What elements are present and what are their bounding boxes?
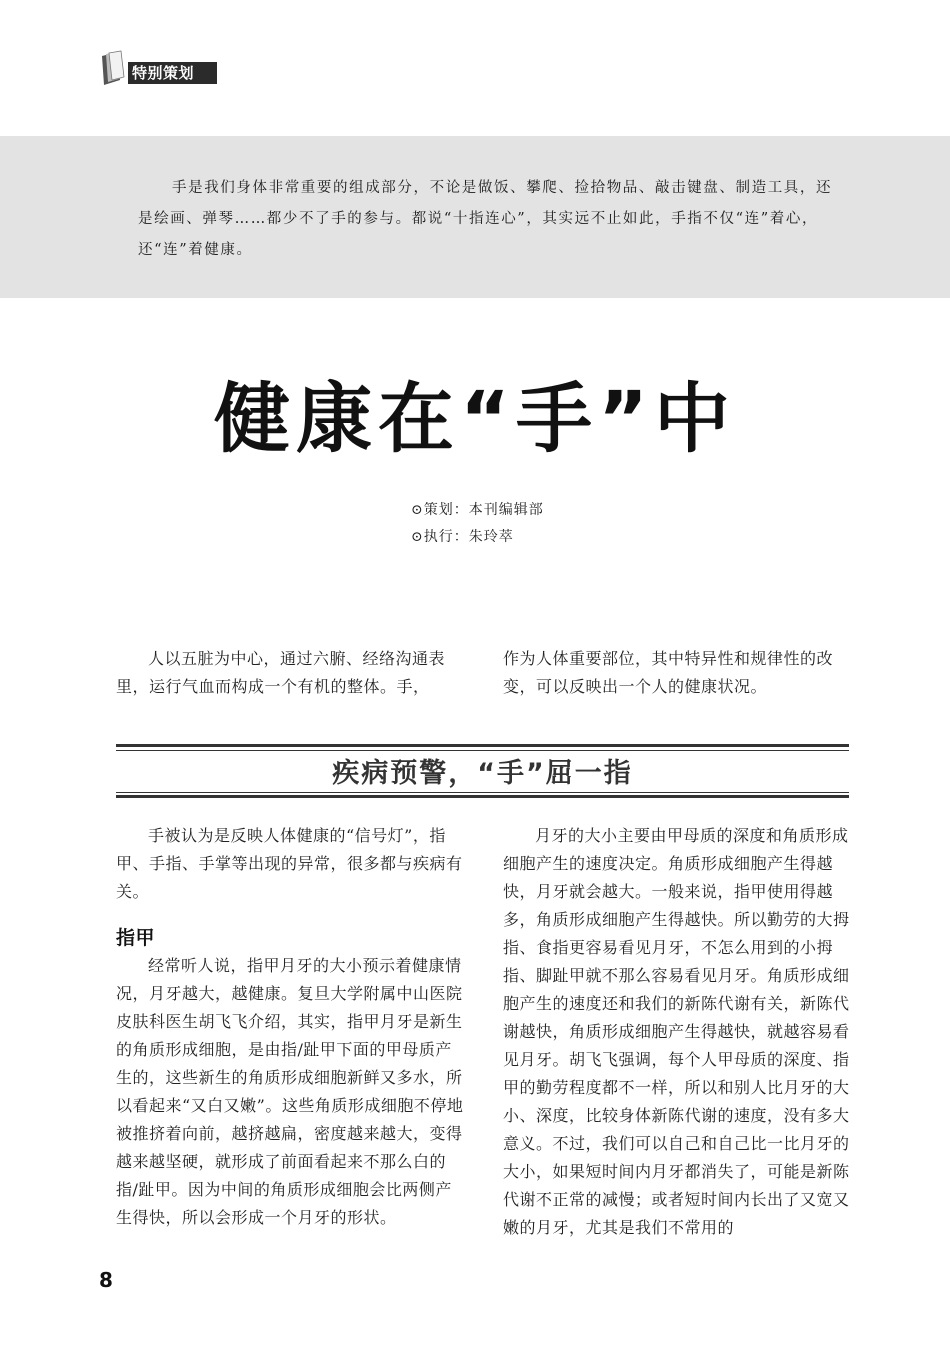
intro-text: 手是我们身体非常重要的组成部分，不论是做饭、攀爬、捡拾物品、敲击键盘、制造工具，还是绘画、弹琴……都少不了手的参与。都说“十指连心”，其实远不止如此，手指不仅“连”着心，还“连”着健康。 — [138, 180, 833, 258]
page-number: 8 — [99, 1268, 113, 1292]
credit-planning: ⊙策划：本刊编辑部 — [411, 502, 544, 518]
section-rule-bottom-thin — [116, 792, 849, 793]
lead-text-left: 人以五脏为中心，通过六腑、经络沟通表里，运行气血而构成一个有机的整体。手， — [116, 649, 446, 696]
lead-column-left — [116, 645, 464, 701]
section-intro-paragraph: 手被认为是反映人体健康的“信号灯”，指甲、手指、手掌等出现的异常，很多都与疾病有关。 — [116, 826, 463, 901]
section-tag — [100, 50, 220, 84]
nails-paragraph: 经常听人说，指甲月牙的大小预示着健康情况，月牙越大，越健康。复旦大学附属中山医院皮肤科医生胡飞飞介绍，其实，指甲月牙是新生的角质形成细胞，是由指/趾甲下面的甲母质产生的，这些新生的角质形成细胞新鲜又多水，所以看起来“又白又嫩”。这些角质形成细胞不停地被推挤着向前，越挤越扁，密度越来越大，变得越来越坚硬，就形成了前面看起来不那么白的指/趾甲。因为中间的角质形成细胞会比两侧产生得快，所以会形成一个月牙的形状。 — [116, 956, 464, 1227]
lead-column-right — [503, 645, 853, 701]
credit-execution: ⊙执行：朱玲萃 — [411, 529, 514, 545]
lead-text-right: 作为人体重要部位，其中特异性和规律性的改变，可以反映出一个人的健康状况。 — [503, 649, 834, 696]
article-title: 健康在“手”中 — [214, 374, 736, 463]
section-rule-bottom-thick — [116, 795, 849, 798]
section-rule-top-thick — [116, 744, 849, 747]
subheading-nails: 指甲 — [116, 927, 156, 949]
section-rule-top-thin — [116, 750, 849, 751]
lunula-paragraph: 月牙的大小主要由甲母质的深度和角质形成细胞产生的速度决定。角质形成细胞产生得越快，月牙就会越大。一般来说，指甲使用得越多，角质形成细胞产生得越快。所以勤劳的大拇指、食指更容易看见月牙，不怎么用到的小拇指、脚趾甲就不那么容易看见月牙。角质形成细胞产生的速度还和我们的新陈代谢有关，新陈代谢越快，角质形成细胞产生得越快，就越容易看见月牙。胡飞飞强调，每个人甲母质的深度、指甲的勤劳程度都不一样，所以和别人比月牙的大小、深度，比较身体新陈代谢的速度，没有多大意义。不过，我们可以自己和自己比一比月牙的大小，如果短时间内月牙都消失了，可能是新陈代谢不正常的减慢；或者短时间内长出了又宽又嫩的月牙，尤其是我们不常用的 — [503, 826, 850, 1237]
body-column-left — [116, 822, 464, 1232]
section-heading: 疾病预警，“手”屈一指 — [332, 758, 633, 789]
section-tag-label: 特别策划 — [128, 62, 217, 84]
credits — [411, 497, 544, 551]
body-column-right — [503, 822, 853, 1242]
